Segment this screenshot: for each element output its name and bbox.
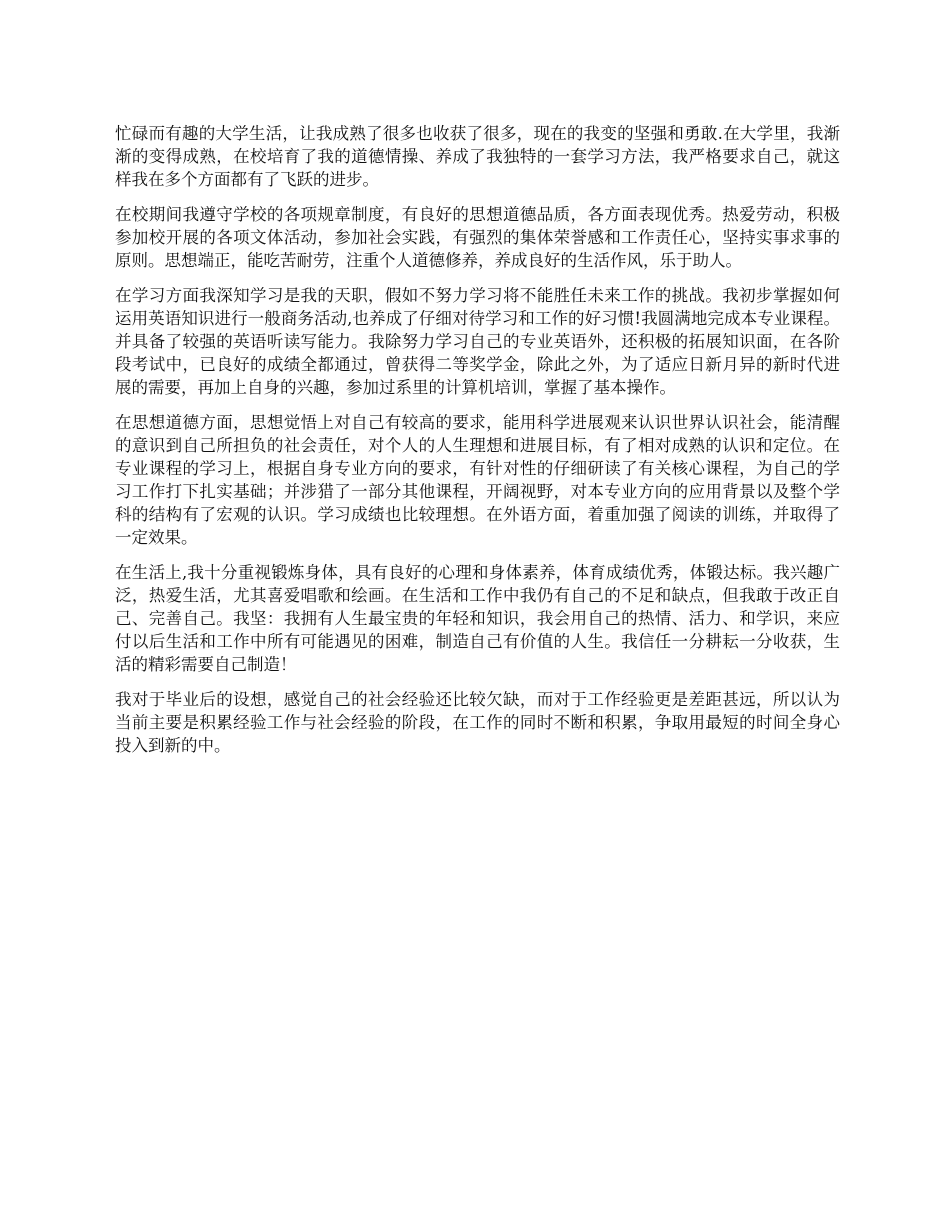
paragraph-future-plans: 我对于毕业后的设想，感觉自己的社会经验还比较欠缺，而对于工作经验更是差距甚远，所以认为当前主要是积累经验工作与社会经验的阶段，在工作的同时不断和积累，争取用最短的时间全身心投入到新的中。 bbox=[115, 690, 840, 755]
paragraph-conduct: 在校期间我遵守学校的各项规章制度，有良好的思想道德品质，各方面表现优秀。热爱劳动，积极参加校开展的各项文体活动，参加社会实践，有强烈的集体荣誉感和工作责任心，坚持实事求事的原则。思想端正，能吃苦耐劳，注重个人道德修养，养成良好的生活作风，乐于助人。 bbox=[115, 205, 840, 270]
document-page bbox=[115, 122, 840, 769]
paragraph-moral-thought: 在思想道德方面，思想觉悟上对自己有较高的要求，能用科学进展观来认识世界认识社会，能清醒的意识到自己所担负的社会责任，对个人的人生理想和进展目标，有了相对成熟的认识和定位。在专业课程的学习上，根据自身专业方向的要求，有针对性的仔细研读了有关核心课程，为自己的学习工作打下扎实基础；并涉猎了一部分其他课程，开阔视野，对本专业方向的应用背景以及整个学科的结构有了宏观的认识。学习成绩也比较理想。在外语方面，着重加强了阅读的训练，并取得了一定效果。 bbox=[115, 413, 840, 547]
paragraph-study: 在学习方面我深知学习是我的天职，假如不努力学习将不能胜任未来工作的挑战。我初步掌握如何运用英语知识进行一般商务活动,也养成了仔细对待学习和工作的好习惯!我圆满地完成本专业课程。并具备了较强的英语听读写能力。我除努力学习自己的专业英语外，还积极的拓展知识面，在各阶段考试中，已良好的成绩全都通过，曾获得二等奖学金，除此之外，为了适应日新月异的新时代进展的需要，再加上自身的兴趣，参加过系里的计算机培训，掌握了基本操作。 bbox=[115, 286, 840, 397]
paragraph-daily-life: 在生活上,我十分重视锻炼身体，具有良好的心理和身体素养，体育成绩优秀，体锻达标。我兴趣广泛，热爱生活，尤其喜爱唱歌和绘画。在生活和工作中我仍有自己的不足和缺点，但我敢于改正自己、完善自己。我坚：我拥有人生最宝贵的年轻和知识，我会用自己的热情、活力、和学识，来应付以后生活和工作中所有可能遇见的困难，制造自己有价值的人生。我信任一分耕耘一分收获，生活的精彩需要自己制造！ bbox=[115, 563, 840, 674]
paragraph-college-life: 忙碌而有趣的大学生活，让我成熟了很多也收获了很多，现在的我变的坚强和勇敢.在大学里，我渐渐的变得成熟，在校培育了我的道德情操、养成了我独特的一套学习方法，我严格要求自己，就这样我在多个方面都有了飞跃的进步。 bbox=[115, 124, 840, 189]
